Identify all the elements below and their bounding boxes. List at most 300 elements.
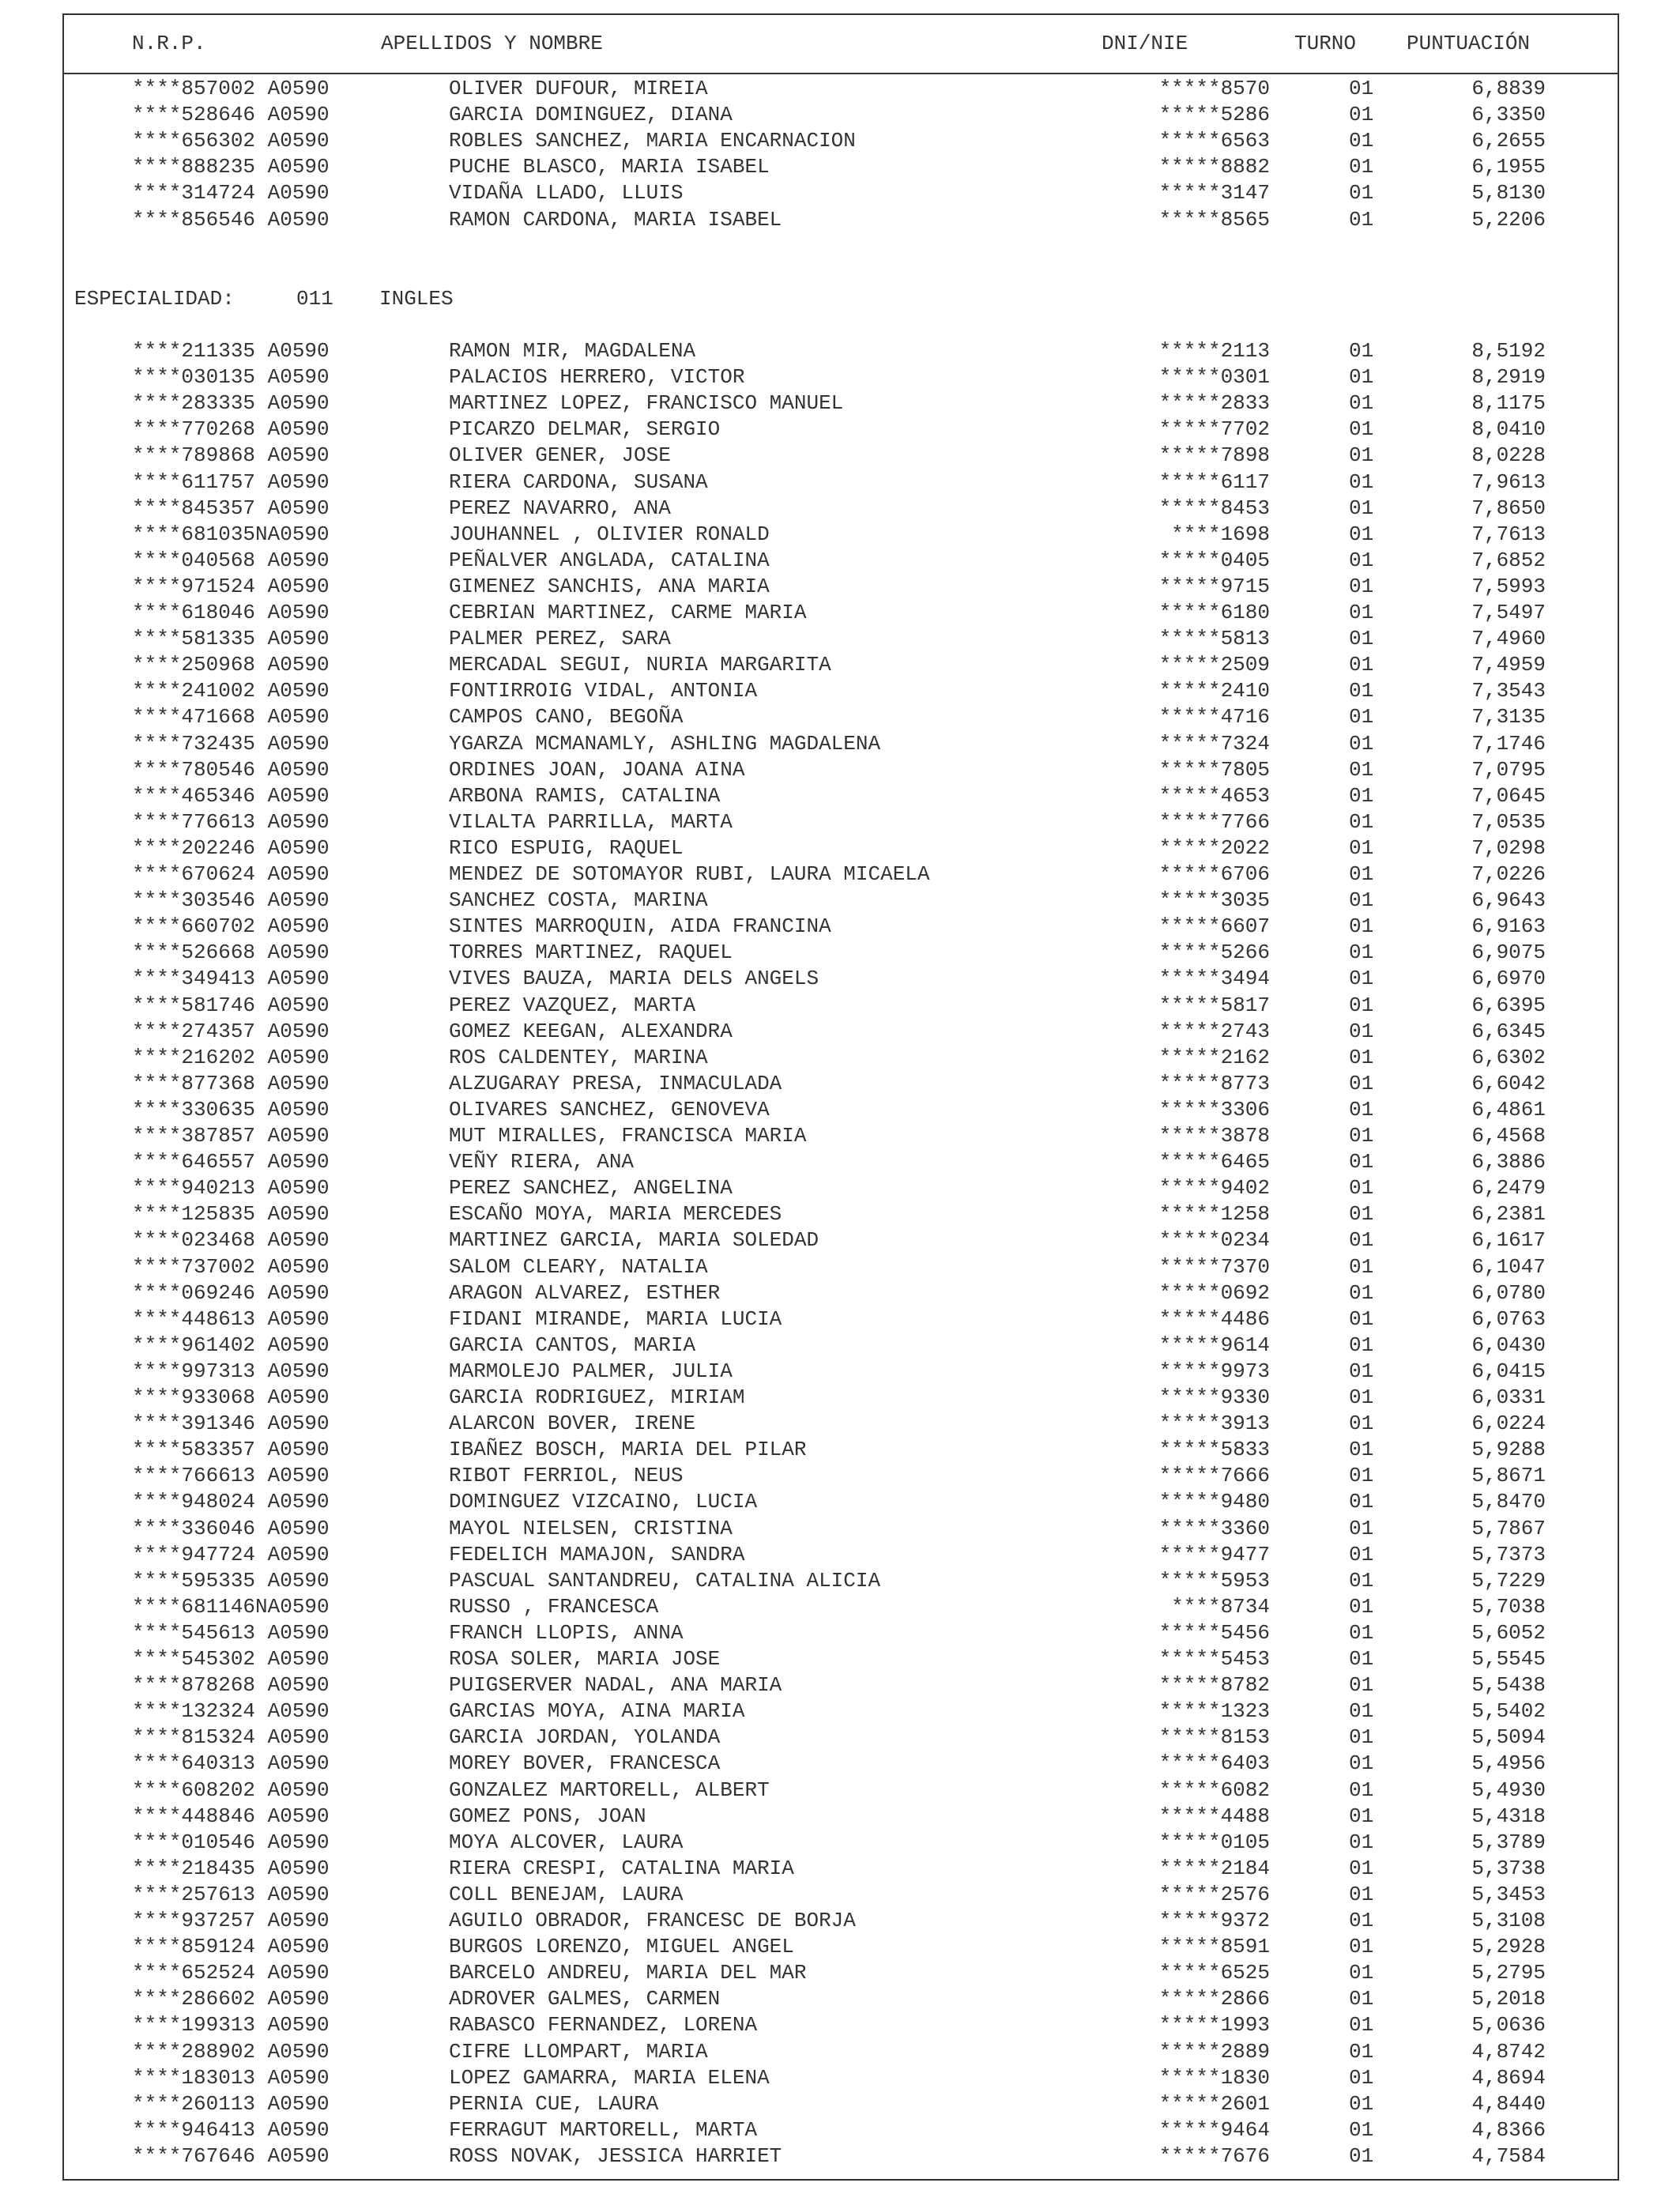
table-row — [0, 1201, 1680, 1227]
cell-nrp: ****595335 A0590 — [132, 1568, 330, 1593]
cell-dni: *****8570 — [1158, 77, 1270, 100]
table-row — [0, 207, 1680, 233]
cell-turno: 01 — [1349, 1202, 1374, 1227]
table-row — [0, 652, 1680, 678]
cell-turno: 01 — [1349, 731, 1374, 756]
cell-puntuacion: 5,4318 — [1471, 1804, 1546, 1828]
cell-nrp: ****780546 A0590 — [132, 757, 330, 782]
cell-puntuacion: 7,0535 — [1471, 809, 1546, 834]
cell-puntuacion: 6,1047 — [1471, 1254, 1546, 1279]
cell-puntuacion: 7,5993 — [1471, 574, 1546, 598]
cell-dni: *****6525 — [1158, 1961, 1270, 1985]
table-row — [0, 1280, 1680, 1306]
cell-nombre: ARBONA RAMIS, CATALINA — [449, 783, 721, 808]
cell-dni: *****8565 — [1158, 207, 1270, 232]
cell-turno: 01 — [1349, 1228, 1374, 1253]
cell-nrp: ****183013 A0590 — [132, 2065, 330, 2090]
cell-nombre: PEÑALVER ANGLADA, CATALINA — [449, 548, 770, 572]
cell-nombre: SANCHEZ COSTA, MARINA — [449, 888, 708, 913]
cell-turno: 01 — [1349, 1909, 1374, 1932]
cell-puntuacion: 7,3543 — [1471, 679, 1546, 703]
cell-nrp: ****125835 A0590 — [132, 1202, 330, 1227]
table-row — [0, 1385, 1680, 1411]
cell-dni: *****8882 — [1158, 155, 1270, 179]
cell-dni: *****1830 — [1158, 2065, 1270, 2090]
cell-nombre: ROBLES SANCHEZ, MARIA ENCARNACION — [449, 129, 856, 153]
cell-nrp: ****199313 A0590 — [132, 2013, 330, 2038]
table-row — [0, 1123, 1680, 1149]
cell-nrp: ****640313 A0590 — [132, 1751, 330, 1776]
cell-dni: *****6563 — [1158, 129, 1270, 153]
cell-puntuacion: 7,8650 — [1471, 496, 1546, 520]
table-row — [0, 1437, 1680, 1463]
cell-turno: 01 — [1349, 1542, 1374, 1566]
table-row — [0, 704, 1680, 730]
cell-dni: *****7766 — [1158, 809, 1270, 834]
cell-nombre: VIDAÑA LLADO, LLUIS — [449, 181, 684, 205]
cell-nrp: ****581335 A0590 — [132, 627, 330, 651]
cell-dni: ****1698 — [1171, 522, 1270, 546]
cell-nrp: ****940213 A0590 — [132, 1176, 330, 1201]
cell-puntuacion: 7,7613 — [1471, 522, 1546, 546]
cell-dni: *****2184 — [1158, 1856, 1270, 1880]
cell-dni: *****4653 — [1158, 783, 1270, 808]
cell-dni: *****8153 — [1158, 1725, 1270, 1750]
cell-puntuacion: 5,5094 — [1471, 1725, 1546, 1750]
table-row — [0, 1934, 1680, 1960]
cell-turno: 01 — [1349, 417, 1374, 442]
cell-turno: 01 — [1349, 1359, 1374, 1383]
cell-puntuacion: 4,8440 — [1471, 2091, 1546, 2116]
cell-dni: *****7666 — [1158, 1464, 1270, 1488]
cell-turno: 01 — [1349, 1620, 1374, 1645]
table-row — [0, 548, 1680, 574]
table-row — [0, 1254, 1680, 1280]
cell-dni: *****5456 — [1158, 1620, 1270, 1645]
cell-dni: *****0692 — [1158, 1280, 1270, 1305]
cell-nombre: COLL BENEJAM, LAURA — [449, 1882, 684, 1906]
cell-nrp: ****670624 A0590 — [132, 862, 330, 886]
cell-dni: *****5266 — [1158, 941, 1270, 965]
cell-nrp: ****776613 A0590 — [132, 809, 330, 834]
cell-nombre: OLIVER GENER, JOSE — [449, 443, 671, 468]
cell-nombre: RIERA CRESPI, CATALINA MARIA — [449, 1856, 794, 1880]
table-row — [0, 1672, 1680, 1698]
table-row — [0, 940, 1680, 966]
cell-dni: *****2889 — [1158, 2039, 1270, 2064]
cell-nrp: ****618046 A0590 — [132, 601, 330, 624]
cell-dni: *****5833 — [1158, 1438, 1270, 1462]
cell-nrp: ****608202 A0590 — [132, 1777, 330, 1802]
cell-puntuacion: 7,6852 — [1471, 548, 1546, 572]
cell-puntuacion: 8,2919 — [1471, 365, 1546, 390]
table-row — [0, 966, 1680, 992]
cell-nrp: ****789868 A0590 — [132, 443, 330, 468]
cell-nrp: ****069246 A0590 — [132, 1280, 330, 1305]
cell-dni: *****3147 — [1158, 181, 1270, 205]
cell-nombre: ROSS NOVAK, JESSICA HARRIET — [449, 2143, 782, 2168]
cell-turno: 01 — [1349, 1071, 1374, 1095]
cell-nrp: ****857002 A0590 — [132, 77, 330, 100]
cell-dni: *****8453 — [1158, 496, 1270, 520]
table-row — [0, 1751, 1680, 1777]
cell-puntuacion: 5,7038 — [1471, 1594, 1546, 1619]
cell-nombre: ALARCON BOVER, IRENE — [449, 1412, 696, 1436]
cell-nrp: ****997313 A0590 — [132, 1359, 330, 1383]
cell-nombre: FEDELICH MAMAJON, SANDRA — [449, 1542, 745, 1566]
table-row — [0, 364, 1680, 390]
cell-turno: 01 — [1349, 2065, 1374, 2090]
cell-puntuacion: 8,1175 — [1471, 391, 1546, 416]
cell-nombre: RAMON MIR, MAGDALENA — [449, 339, 696, 363]
table-row — [0, 1149, 1680, 1175]
table-row — [0, 417, 1680, 443]
table-row — [0, 1071, 1680, 1097]
cell-nombre: PUCHE BLASCO, MARIA ISABEL — [449, 155, 770, 179]
cell-dni: *****2866 — [1158, 1987, 1270, 2011]
cell-dni: *****6082 — [1158, 1777, 1270, 1802]
cell-nrp: ****528646 A0590 — [132, 103, 330, 127]
table-row — [0, 1489, 1680, 1515]
table-row — [0, 2117, 1680, 2143]
cell-turno: 01 — [1349, 2117, 1374, 2142]
table-row — [0, 2039, 1680, 2065]
cell-turno: 01 — [1349, 757, 1374, 782]
cell-dni: ****8734 — [1171, 1594, 1270, 1619]
table-row — [0, 1568, 1680, 1594]
cell-nombre: RAMON CARDONA, MARIA ISABEL — [449, 207, 782, 232]
cell-turno: 01 — [1349, 1751, 1374, 1776]
cell-nombre: SALOM CLEARY, NATALIA — [449, 1254, 708, 1279]
cell-turno: 01 — [1349, 809, 1374, 834]
header-nrp: N.R.P. — [132, 32, 206, 55]
cell-nombre: PICARZO DELMAR, SERGIO — [449, 417, 721, 442]
cell-nombre: RIBOT FERRIOL, NEUS — [449, 1464, 684, 1488]
cell-turno: 01 — [1349, 601, 1374, 624]
cell-dni: *****3306 — [1158, 1097, 1270, 1122]
cell-puntuacion: 8,0228 — [1471, 443, 1546, 468]
cell-puntuacion: 5,5545 — [1471, 1647, 1546, 1671]
cell-puntuacion: 5,7867 — [1471, 1516, 1546, 1540]
cell-dni: *****6180 — [1158, 601, 1270, 624]
table-row — [0, 2065, 1680, 2091]
cell-nombre: ALZUGARAY PRESA, INMACULADA — [449, 1071, 782, 1095]
cell-puntuacion: 6,6345 — [1471, 1019, 1546, 1043]
cell-nombre: CAMPOS CANO, BEGOÑA — [449, 705, 684, 729]
table-row — [0, 180, 1680, 206]
cell-nrp: ****660702 A0590 — [132, 914, 330, 939]
cell-puntuacion: 5,8470 — [1471, 1490, 1546, 1514]
cell-dni: *****8591 — [1158, 1935, 1270, 1959]
cell-turno: 01 — [1349, 1019, 1374, 1043]
table-row — [0, 574, 1680, 600]
cell-puntuacion: 7,0298 — [1471, 835, 1546, 860]
cell-nrp: ****766613 A0590 — [132, 1464, 330, 1488]
cell-dni: *****6607 — [1158, 914, 1270, 939]
table-row — [0, 1359, 1680, 1385]
specialty-name: INGLES — [379, 287, 454, 311]
cell-nrp: ****526668 A0590 — [132, 941, 330, 965]
cell-puntuacion: 6,1955 — [1471, 155, 1546, 179]
header-divider — [62, 73, 1619, 74]
cell-puntuacion: 4,8366 — [1471, 2117, 1546, 2142]
cell-nrp: ****888235 A0590 — [132, 155, 330, 179]
cell-turno: 01 — [1349, 2143, 1374, 2168]
cell-nombre: PASCUAL SANTANDREU, CATALINA ALICIA — [449, 1568, 881, 1593]
cell-turno: 01 — [1349, 1647, 1374, 1671]
cell-nrp: ****937257 A0590 — [132, 1909, 330, 1932]
cell-nrp: ****545613 A0590 — [132, 1620, 330, 1645]
cell-dni: *****4716 — [1158, 705, 1270, 729]
specialty-label: ESPECIALIDAD: — [74, 287, 235, 311]
table-row — [0, 731, 1680, 757]
cell-nrp: ****815324 A0590 — [132, 1725, 330, 1750]
cell-turno: 01 — [1349, 941, 1374, 965]
cell-puntuacion: 6,2479 — [1471, 1176, 1546, 1201]
cell-turno: 01 — [1349, 1176, 1374, 1201]
cell-nombre: MENDEZ DE SOTOMAYOR RUBI, LAURA MICAELA — [449, 862, 930, 886]
table-row — [0, 469, 1680, 496]
cell-puntuacion: 6,6970 — [1471, 967, 1546, 991]
cell-nrp: ****030135 A0590 — [132, 365, 330, 390]
cell-dni: *****9372 — [1158, 1909, 1270, 1932]
cell-nombre: TORRES MARTINEZ, RAQUEL — [449, 941, 733, 965]
cell-turno: 01 — [1349, 1045, 1374, 1069]
cell-turno: 01 — [1349, 1254, 1374, 1279]
cell-dni: *****7898 — [1158, 443, 1270, 468]
cell-dni: *****9973 — [1158, 1359, 1270, 1383]
cell-nrp: ****845357 A0590 — [132, 496, 330, 520]
cell-nrp: ****336046 A0590 — [132, 1516, 330, 1540]
cell-puntuacion: 6,4861 — [1471, 1097, 1546, 1122]
cell-puntuacion: 6,4568 — [1471, 1124, 1546, 1148]
cell-puntuacion: 5,3789 — [1471, 1830, 1546, 1854]
cell-dni: *****2410 — [1158, 679, 1270, 703]
cell-nrp: ****878268 A0590 — [132, 1673, 330, 1698]
cell-puntuacion: 5,4956 — [1471, 1751, 1546, 1776]
cell-nrp: ****448846 A0590 — [132, 1804, 330, 1828]
table-row — [0, 338, 1680, 364]
cell-puntuacion: 5,9288 — [1471, 1438, 1546, 1462]
table-row — [0, 1960, 1680, 1986]
cell-turno: 01 — [1349, 1568, 1374, 1593]
header-turno: TURNO — [1294, 32, 1357, 55]
cell-nombre: ADROVER GALMES, CARMEN — [449, 1987, 721, 2011]
cell-nombre: CEBRIAN MARTINEZ, CARME MARIA — [449, 601, 807, 624]
cell-turno: 01 — [1349, 1777, 1374, 1802]
cell-puntuacion: 5,7229 — [1471, 1568, 1546, 1593]
cell-turno: 01 — [1349, 155, 1374, 179]
cell-nombre: GIMENEZ SANCHIS, ANA MARIA — [449, 574, 770, 598]
cell-puntuacion: 4,8742 — [1471, 2039, 1546, 2064]
cell-nombre: GOMEZ PONS, JOAN — [449, 1804, 646, 1828]
cell-nombre: ESCAÑO MOYA, MARIA MERCEDES — [449, 1202, 782, 1227]
cell-dni: *****1323 — [1158, 1699, 1270, 1724]
cell-nombre: PALMER PEREZ, SARA — [449, 627, 671, 651]
cell-nombre: MARMOLEJO PALMER, JULIA — [449, 1359, 733, 1383]
cell-puntuacion: 6,9163 — [1471, 914, 1546, 939]
cell-turno: 01 — [1349, 496, 1374, 520]
cell-turno: 01 — [1349, 1438, 1374, 1462]
cell-turno: 01 — [1349, 548, 1374, 572]
cell-nombre: ROSA SOLER, MARIA JOSE — [449, 1647, 721, 1671]
cell-turno: 01 — [1349, 993, 1374, 1017]
table-row — [0, 835, 1680, 861]
cell-nrp: ****583357 A0590 — [132, 1438, 330, 1462]
cell-nrp: ****250968 A0590 — [132, 653, 330, 677]
cell-nrp: ****545302 A0590 — [132, 1647, 330, 1671]
cell-nrp: ****288902 A0590 — [132, 2039, 330, 2064]
cell-nombre: PERNIA CUE, LAURA — [449, 2091, 659, 2116]
table-row — [0, 757, 1680, 783]
cell-turno: 01 — [1349, 783, 1374, 808]
cell-turno: 01 — [1349, 1987, 1374, 2011]
cell-puntuacion: 6,9075 — [1471, 941, 1546, 965]
table-row — [0, 1646, 1680, 1672]
cell-turno: 01 — [1349, 129, 1374, 153]
cell-dni: *****9480 — [1158, 1490, 1270, 1514]
table-row — [0, 783, 1680, 809]
cell-puntuacion: 7,3135 — [1471, 705, 1546, 729]
cell-puntuacion: 7,4959 — [1471, 653, 1546, 677]
cell-turno: 01 — [1349, 1490, 1374, 1514]
header-dni: DNI/NIE — [1102, 32, 1188, 55]
cell-nombre: AGUILO OBRADOR, FRANCESC DE BORJA — [449, 1909, 856, 1932]
table-row — [0, 1019, 1680, 1045]
cell-nombre: GOMEZ KEEGAN, ALEXANDRA — [449, 1019, 733, 1043]
cell-puntuacion: 6,1617 — [1471, 1228, 1546, 1253]
table-row — [0, 102, 1680, 128]
cell-nombre: MOYA ALCOVER, LAURA — [449, 1830, 684, 1854]
cell-nrp: ****767646 A0590 — [132, 2143, 330, 2168]
table-row — [0, 1463, 1680, 1489]
table-row — [0, 443, 1680, 469]
cell-dni: *****8782 — [1158, 1673, 1270, 1698]
cell-nombre: FERRAGUT MARTORELL, MARTA — [449, 2117, 758, 2142]
cell-nombre: PEREZ SANCHEZ, ANGELINA — [449, 1176, 733, 1201]
cell-nrp: ****241002 A0590 — [132, 679, 330, 703]
cell-turno: 01 — [1349, 1306, 1374, 1331]
table-row — [0, 1804, 1680, 1830]
cell-puntuacion: 7,1746 — [1471, 731, 1546, 756]
cell-nrp: ****349413 A0590 — [132, 967, 330, 991]
cell-dni: *****7805 — [1158, 757, 1270, 782]
cell-nrp: ****656302 A0590 — [132, 129, 330, 153]
cell-puntuacion: 5,4930 — [1471, 1777, 1546, 1802]
cell-nombre: GARCIA RODRIGUEZ, MIRIAM — [449, 1385, 745, 1409]
table-row — [0, 1516, 1680, 1542]
table-row — [0, 600, 1680, 626]
cell-puntuacion: 6,2381 — [1471, 1202, 1546, 1227]
cell-puntuacion: 6,6042 — [1471, 1071, 1546, 1095]
cell-dni: *****1993 — [1158, 2013, 1270, 2038]
cell-nrp: ****971524 A0590 — [132, 574, 330, 598]
cell-turno: 01 — [1349, 1725, 1374, 1750]
table-row — [0, 1227, 1680, 1253]
cell-nrp: ****681035NA0590 — [132, 522, 330, 546]
cell-nrp: ****859124 A0590 — [132, 1935, 330, 1959]
cell-turno: 01 — [1349, 522, 1374, 546]
cell-nombre: VEÑY RIERA, ANA — [449, 1150, 635, 1174]
cell-dni: *****7676 — [1158, 2143, 1270, 2168]
cell-puntuacion: 6,6302 — [1471, 1045, 1546, 1069]
cell-dni: *****7324 — [1158, 731, 1270, 756]
cell-nrp: ****283335 A0590 — [132, 391, 330, 416]
cell-nrp: ****040568 A0590 — [132, 548, 330, 572]
table-row — [0, 1620, 1680, 1646]
cell-nombre: GONZALEZ MARTORELL, ALBERT — [449, 1777, 770, 1802]
cell-dni: *****0301 — [1158, 365, 1270, 390]
cell-nrp: ****218435 A0590 — [132, 1856, 330, 1880]
table-row — [0, 76, 1680, 102]
cell-dni: *****9402 — [1158, 1176, 1270, 1201]
cell-puntuacion: 4,7584 — [1471, 2143, 1546, 2168]
cell-nombre: GARCIA DOMINGUEZ, DIANA — [449, 103, 733, 127]
cell-nombre: ARAGON ALVAREZ, ESTHER — [449, 1280, 721, 1305]
cell-puntuacion: 5,8130 — [1471, 181, 1546, 205]
cell-nrp: ****961402 A0590 — [132, 1333, 330, 1357]
cell-turno: 01 — [1349, 888, 1374, 913]
cell-dni: *****0105 — [1158, 1830, 1270, 1854]
cell-puntuacion: 5,0636 — [1471, 2013, 1546, 2038]
cell-dni: *****2162 — [1158, 1045, 1270, 1069]
cell-puntuacion: 7,0795 — [1471, 757, 1546, 782]
cell-nombre: FONTIRROIG VIDAL, ANTONIA — [449, 679, 758, 703]
cell-dni: *****0405 — [1158, 548, 1270, 572]
cell-puntuacion: 8,5192 — [1471, 339, 1546, 363]
cell-dni: *****4486 — [1158, 1306, 1270, 1331]
cell-puntuacion: 5,7373 — [1471, 1542, 1546, 1566]
cell-dni: *****5453 — [1158, 1647, 1270, 1671]
cell-puntuacion: 5,3108 — [1471, 1909, 1546, 1932]
table-row — [0, 1333, 1680, 1359]
table-row — [0, 2143, 1680, 2169]
cell-nombre: RICO ESPUIG, RAQUEL — [449, 835, 684, 860]
cell-dni: *****8773 — [1158, 1071, 1270, 1095]
cell-nombre: PEREZ VAZQUEZ, MARTA — [449, 993, 696, 1017]
cell-nombre: LOPEZ GAMARRA, MARIA ELENA — [449, 2065, 770, 2090]
cell-nrp: ****023468 A0590 — [132, 1228, 330, 1253]
cell-dni: *****9464 — [1158, 2117, 1270, 2142]
cell-nrp: ****260113 A0590 — [132, 2091, 330, 2116]
cell-nombre: MARTINEZ GARCIA, MARIA SOLEDAD — [449, 1228, 819, 1253]
cell-puntuacion: 8,0410 — [1471, 417, 1546, 442]
cell-turno: 01 — [1349, 1150, 1374, 1174]
table-row — [0, 2091, 1680, 2117]
cell-puntuacion: 5,5438 — [1471, 1673, 1546, 1698]
cell-turno: 01 — [1349, 1412, 1374, 1436]
cell-nombre: GARCIAS MOYA, AINA MARIA — [449, 1699, 745, 1724]
cell-puntuacion: 7,5497 — [1471, 601, 1546, 624]
table-row — [0, 1725, 1680, 1751]
cell-nrp: ****274357 A0590 — [132, 1019, 330, 1043]
cell-puntuacion: 7,0226 — [1471, 862, 1546, 886]
cell-nrp: ****652524 A0590 — [132, 1961, 330, 1985]
cell-dni: *****7370 — [1158, 1254, 1270, 1279]
cell-dni: *****3878 — [1158, 1124, 1270, 1148]
cell-nombre: PALACIOS HERRERO, VICTOR — [449, 365, 745, 390]
cell-dni: *****2576 — [1158, 1882, 1270, 1906]
cell-dni: *****5817 — [1158, 993, 1270, 1017]
cell-turno: 01 — [1349, 1673, 1374, 1698]
cell-puntuacion: 7,9613 — [1471, 469, 1546, 494]
cell-dni: *****6465 — [1158, 1150, 1270, 1174]
cell-dni: *****2743 — [1158, 1019, 1270, 1043]
cell-dni: *****2833 — [1158, 391, 1270, 416]
table-row — [0, 678, 1680, 704]
table-row — [0, 1594, 1680, 1620]
cell-nombre: MAYOL NIELSEN, CRISTINA — [449, 1516, 733, 1540]
